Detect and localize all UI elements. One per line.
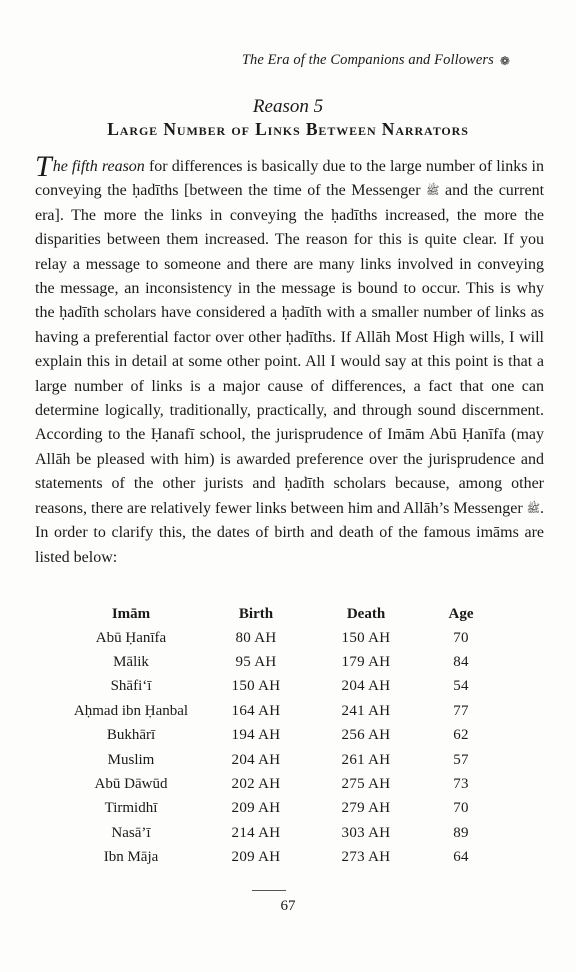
cell-birth: 194 AH [231,727,281,744]
blessing-symbol-icon: ﷺ [426,185,440,198]
paragraph-text-2: and the current era]. The more the links in conveying the ḥadīths increased, the more the disparities between them increased. The reason for this is quite clear. If you relay a message to someone and there are many links involved in conveying the message, an inconsistency in the message is bound to occur. This is why the ḥadīth scholars have considered a ḥadīth with a smaller number of links as having a preferential factor over other ḥadīths. If Allāh Most High wills, I will explain this in detail at some other point. All I would say at this point is that a large number of links is a major cause of differences, a fact that one can determine logically, traditionally, practically, and through sound discernment. According to the Ḥanafī school, the jurisprudence of Imām Abū Ḥanīfa (may Allāh be pleased with him) is awarded preference over the jurisprudence and statements of the other jurists and ḥadīth scholars because, among other reasons, there are relatively fewer links between him and Allāh’s Messenger [35,182,545,517]
cell-imam: Abū Dāwūd [94,776,168,793]
cell-imam: Mālik [113,654,149,671]
header-birth: Birth [238,605,274,622]
cell-death: 303 AH [341,824,391,841]
cell-imam: Abū Ḥanīfa [95,629,167,646]
header-age: Age [448,605,474,622]
cell-death: 275 AH [341,776,391,793]
cell-age: 57 [453,751,469,768]
cell-age: 64 [453,849,469,866]
paragraph-text-3: . In order to clarify this, the dates of birth and death of the famous imāms are listed below: [35,499,544,566]
cell-age: 62 [453,727,469,744]
header-imam: Imām [111,605,151,622]
cell-death: 150 AH [341,629,391,646]
cell-birth: 204 AH [231,751,281,768]
section-title: Large Number of Links Between Narrators [107,119,469,139]
cell-birth: 202 AH [231,776,281,793]
table-row [66,748,506,772]
table-row [66,724,506,748]
table-row [66,821,506,845]
cell-imam: Muslim [107,751,155,768]
drop-cap: T [35,150,52,183]
footer-rule [252,890,286,891]
cell-death: 256 AH [341,727,391,744]
cell-death: 241 AH [341,702,391,719]
table-row [66,797,506,821]
cell-death: 204 AH [341,678,391,695]
table-header-row [66,602,506,626]
cell-age: 77 [453,702,469,719]
cell-imam: Ibn Māja [103,849,159,866]
cell-birth: 209 AH [231,800,281,817]
cell-birth: 164 AH [231,702,281,719]
running-head [242,52,510,69]
cell-birth: 95 AH [235,654,277,671]
cell-birth: 150 AH [231,678,281,695]
cell-birth: 209 AH [231,849,281,866]
paragraph-text-1: for differences is basically due to the large number of links in conveying the ḥadīths [between the time of the Messenger [35,158,545,200]
cell-age: 70 [453,629,469,646]
table-row [66,846,506,870]
cell-imam: Nasā’ī [111,824,151,841]
cell-age: 54 [453,678,469,695]
cell-age: 70 [453,800,469,817]
cell-imam: Shāfi‘ī [110,678,152,695]
reason-number: Reason 5 [252,96,324,117]
cell-birth: 80 AH [235,629,277,646]
cell-birth: 214 AH [231,824,281,841]
cell-death: 273 AH [341,849,391,866]
cell-death: 279 AH [341,800,391,817]
cell-imam: Aḥmad ibn Ḥanbal [73,702,189,719]
table-row [66,650,506,674]
blessing-symbol-icon: ﷺ [526,502,540,515]
page-number: 67 [280,898,296,914]
cell-imam: Tirmidhī [104,800,158,817]
cell-death: 179 AH [341,654,391,671]
flower-ornament-icon: ❁ [499,53,510,68]
table-row [66,626,506,650]
cell-death: 261 AH [341,751,391,768]
table-row [66,675,506,699]
table-row [66,699,506,723]
cell-age: 84 [453,654,469,671]
table-row [66,772,506,796]
cell-age: 73 [453,776,469,793]
cell-imam: Bukhārī [106,727,156,744]
lead-italic-phrase: he fifth reason [52,158,145,175]
cell-age: 89 [453,824,469,841]
imams-table [66,602,506,870]
header-death: Death [346,605,386,622]
running-head-title: The Era of the Companions and Followers [241,52,494,68]
body-paragraph [35,150,545,570]
